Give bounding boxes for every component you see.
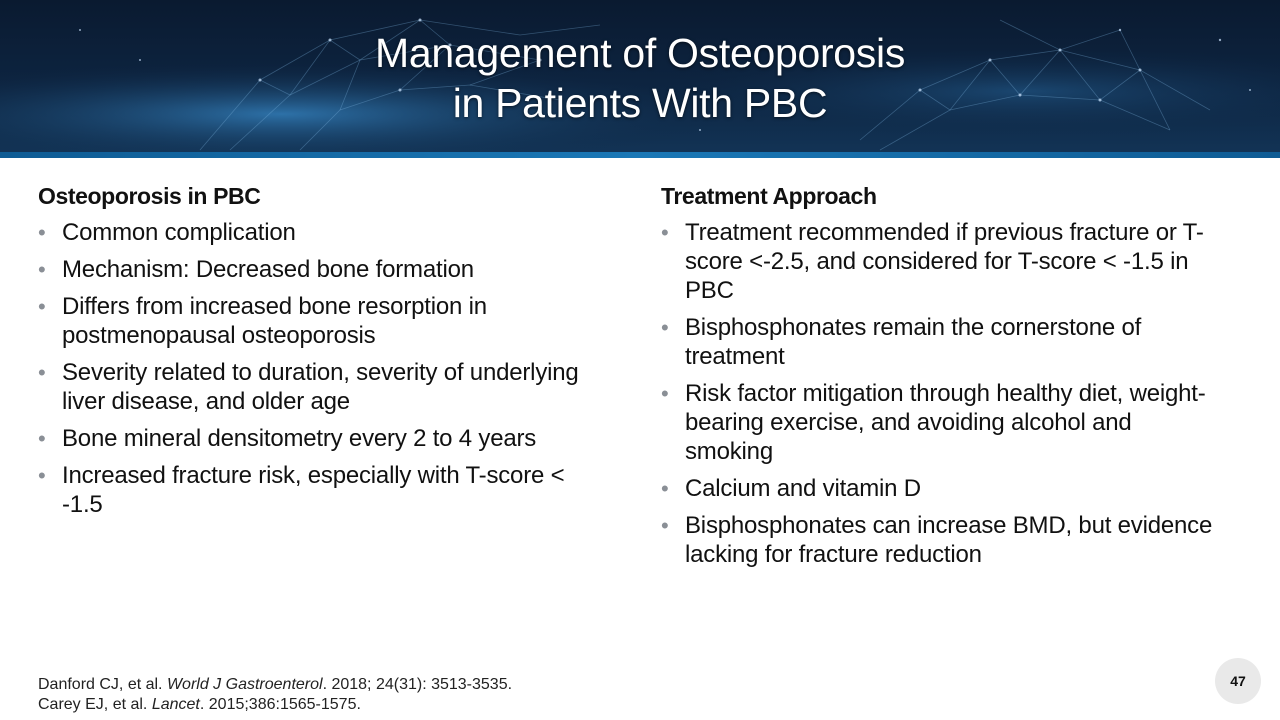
left-bullet-list xyxy=(38,218,598,519)
references xyxy=(38,675,738,715)
bullet-dot-icon: • xyxy=(661,513,669,538)
list-item xyxy=(661,218,1221,305)
list-item-text: Severity related to duration, severity of underlying liver disease, and older age xyxy=(62,359,579,415)
reference-item xyxy=(38,695,738,715)
reference-journal: Lancet xyxy=(151,696,200,713)
bullet-dot-icon: • xyxy=(38,257,46,282)
header-accent-bar xyxy=(0,152,1280,158)
left-column xyxy=(38,182,598,527)
page-number-badge xyxy=(1215,658,1261,704)
right-column xyxy=(661,182,1221,577)
right-heading: Treatment Approach xyxy=(661,183,877,209)
bullet-dot-icon: • xyxy=(38,426,46,451)
right-bullet-list xyxy=(661,218,1221,569)
list-item xyxy=(661,313,1221,371)
reference-authors: Carey EJ, et al. xyxy=(38,696,148,713)
slide-title-line1: Management of Osteoporosis xyxy=(374,30,906,76)
bullet-dot-icon: • xyxy=(661,381,669,406)
bullet-dot-icon: • xyxy=(661,476,669,501)
bullet-dot-icon: • xyxy=(38,294,46,319)
list-item-text: Bisphosphonates remain the cornerstone of treatment xyxy=(685,314,1142,370)
list-item-text: Increased fracture risk, especially with T-score < -1.5 xyxy=(62,462,565,518)
reference-citation: . 2018; 24(31): 3513-3535. xyxy=(322,676,513,693)
list-item-text: Mechanism: Decreased bone formation xyxy=(62,256,474,283)
reference-journal: World J Gastroenterol xyxy=(166,676,323,693)
list-item-text: Calcium and vitamin D xyxy=(685,475,921,502)
bullet-dot-icon: • xyxy=(38,220,46,245)
reference-authors: Danford CJ, et al. xyxy=(38,676,163,693)
list-item xyxy=(661,379,1221,466)
list-item-text: Common complication xyxy=(62,219,296,246)
page-number: 47 xyxy=(1230,673,1246,689)
bullet-dot-icon: • xyxy=(38,463,46,488)
list-item xyxy=(38,424,598,453)
reference-citation: . 2015;386:1565-1575. xyxy=(199,696,361,713)
list-item-text: Risk factor mitigation through healthy diet, weight-bearing exercise, and avoiding alcohol and smoking xyxy=(685,380,1206,465)
reference-item xyxy=(38,675,738,695)
list-item xyxy=(38,358,598,416)
list-item xyxy=(38,255,598,284)
list-item-text: Bisphosphonates can increase BMD, but evidence lacking for fracture reduction xyxy=(685,512,1213,568)
bullet-dot-icon: • xyxy=(661,315,669,340)
slide-title xyxy=(0,28,1280,128)
list-item xyxy=(38,218,598,247)
list-item-text: Treatment recommended if previous fracture or T-score <-2.5, and considered for T-score < -1.5 in PBC xyxy=(685,219,1204,304)
list-item-text: Differs from increased bone resorption in postmenopausal osteoporosis xyxy=(62,293,487,349)
list-item xyxy=(661,474,1221,503)
slide-title-line2: in Patients With PBC xyxy=(452,80,828,126)
list-item xyxy=(38,461,598,519)
list-item xyxy=(661,511,1221,569)
left-heading: Osteoporosis in PBC xyxy=(38,183,261,209)
list-item xyxy=(38,292,598,350)
bullet-dot-icon: • xyxy=(38,360,46,385)
list-item-text: Bone mineral densitometry every 2 to 4 years xyxy=(62,425,537,452)
bullet-dot-icon: • xyxy=(661,220,669,245)
slide-header xyxy=(0,0,1280,152)
